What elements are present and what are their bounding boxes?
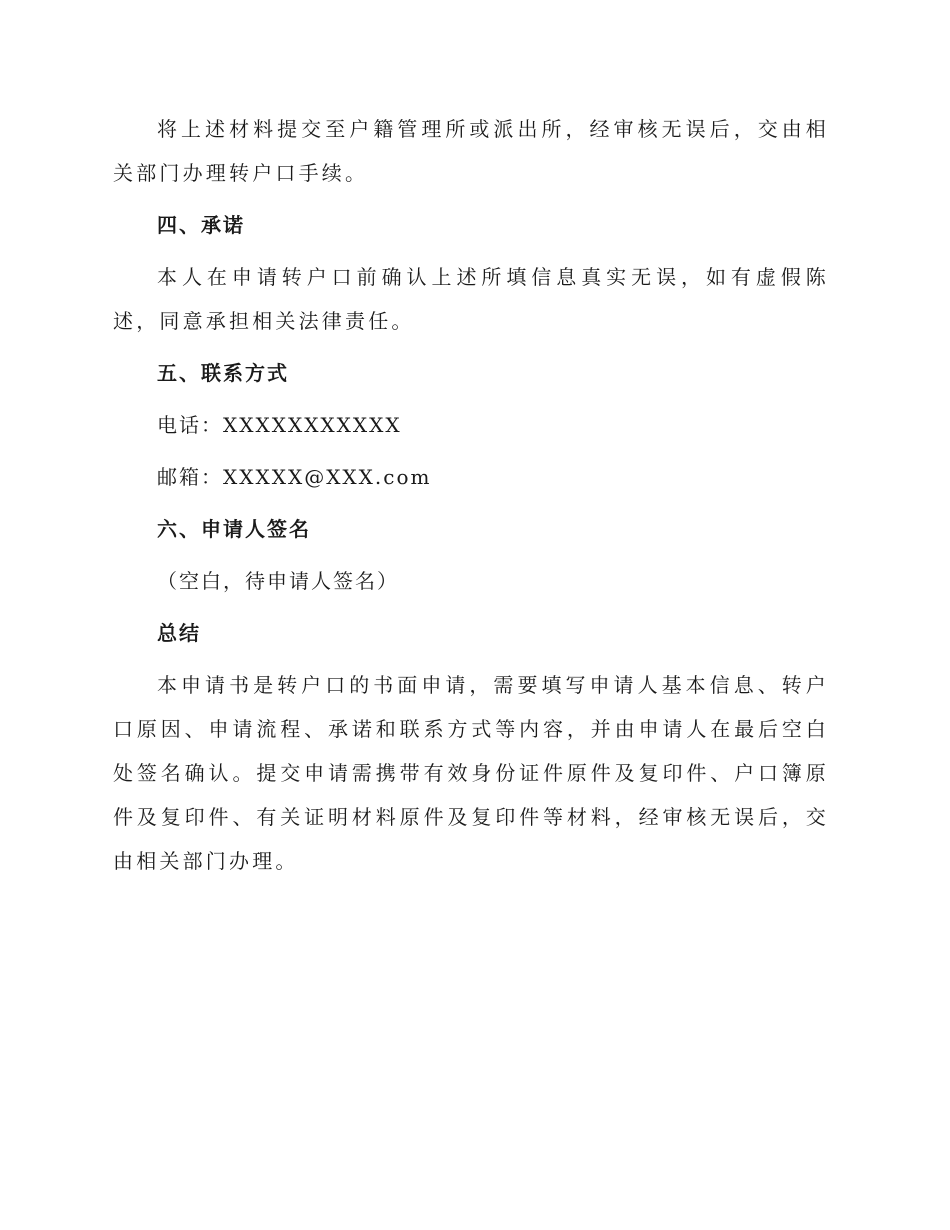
contact-email: 邮箱：XXXXX@XXX.com: [157, 465, 432, 489]
section-heading-signature: 六、申请人签名: [157, 517, 311, 541]
paragraph-submit-materials: 将上述材料提交至户籍管理所或派出所，经审核无误后，交由相关部门办理转户口手续。: [113, 117, 829, 185]
section-heading-contact: 五、联系方式: [157, 361, 289, 385]
paragraph-summary: 本申请书是转户口的书面申请，需要填写申请人基本信息、转户口原因、申请流程、承诺和联系方式等内容，并由申请人在最后空白处签名确认。提交申请需携带有效身份证件原件及复印件、户口簿原件及复印件、有关证明材料原件及复印件等材料，经审核无误后，交由相关部门办理。: [113, 673, 829, 873]
paragraph-promise: 本人在申请转户口前确认上述所填信息真实无误，如有虚假陈述，同意承担相关法律责任。: [113, 265, 829, 333]
document-body: [113, 107, 829, 883]
summary-heading: 总结: [157, 621, 201, 645]
section-heading-promise: 四、承诺: [157, 213, 245, 237]
signature-placeholder: （空白，待申请人签名）: [157, 569, 399, 593]
contact-phone: 电话：XXXXXXXXXXX: [157, 413, 402, 437]
